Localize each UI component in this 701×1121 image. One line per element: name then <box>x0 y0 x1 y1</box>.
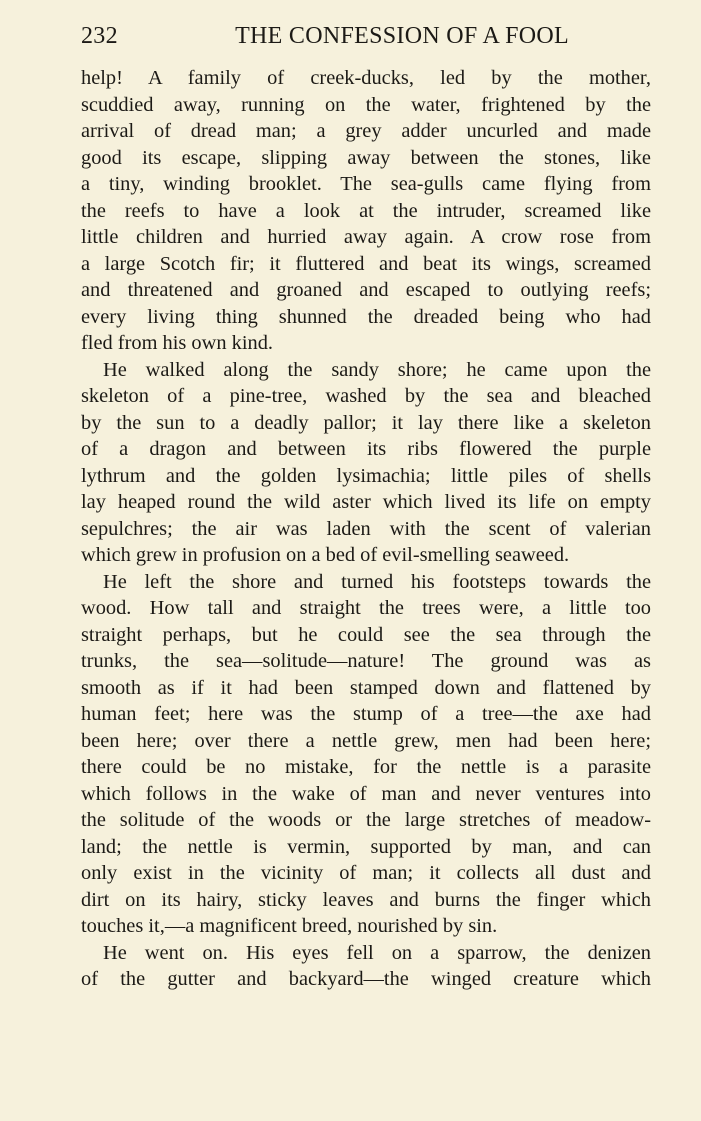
text-line: touches it,—a magnificent breed, nourished by sin. <box>81 915 498 937</box>
text-line: smooth as if it had been stamped down and flattened by <box>81 676 651 699</box>
text-line: fled from his own kind. <box>81 332 273 354</box>
text-line: straight perhaps, but he could see the sea through the <box>81 623 651 646</box>
text-line: there could be no mistake, for the nettle is a parasite <box>81 756 651 778</box>
text-line: of a dragon and between its ribs flowered the purple <box>81 438 651 460</box>
paragraph-first-line: He left the shore and turned his footsteps towards the <box>103 570 651 593</box>
paragraph-first-line: He walked along the sandy shore; he came upon the <box>103 358 651 381</box>
text-line: sepulchres; the air was laden with the scent of valerian <box>81 517 651 540</box>
text-line: by the sun to a deadly pallor; it lay there like a skeleton <box>81 411 651 434</box>
text-line: lay heaped round the wild aster which lived its life on empty <box>81 491 651 513</box>
text-line: wood. How tall and straight the trees were, a little too <box>81 597 651 619</box>
text-line: and threatened and groaned and escaped to outlying reefs; <box>81 279 651 301</box>
text-line: skeleton of a pine-tree, washed by the sea and bleached <box>81 385 651 407</box>
page-number: 232 <box>81 23 118 49</box>
body-text <box>81 65 651 993</box>
text-line: the solitude of the woods or the large stretches of meadow- <box>81 809 651 831</box>
paragraph-first-line: He went on. His eyes fell on a sparrow, the denizen <box>103 941 651 964</box>
text-line: the reefs to have a look at the intruder, screamed like <box>81 199 651 222</box>
book-title: THE CONFESSION OF A FOOL <box>235 23 569 49</box>
text-line: lythrum and the golden lysimachia; little piles of shells <box>81 464 651 487</box>
text-line: land; the nettle is vermin, supported by man, and can <box>81 835 651 858</box>
running-head <box>81 20 569 52</box>
text-line: every living thing shunned the dreaded being who had <box>81 305 651 328</box>
text-line: dirt on its hairy, sticky leaves and burns the finger which <box>81 888 651 911</box>
text-line: scuddied away, running on the water, frightened by the <box>81 93 651 116</box>
text-line: little children and hurried away again. A crow rose from <box>81 226 651 248</box>
text-line: trunks, the sea—solitude—nature! The ground was as <box>81 650 651 672</box>
text-line: only exist in the vicinity of man; it collects all dust and <box>81 862 651 884</box>
text-line: of the gutter and backyard—the winged creature which <box>81 968 651 990</box>
text-line: which grew in profusion on a bed of evil-smelling seaweed. <box>81 544 570 566</box>
text-line: human feet; here was the stump of a tree—the axe had <box>81 703 651 725</box>
text-line: been here; over there a nettle grew, men had been here; <box>81 729 651 752</box>
text-line: a large Scotch fir; it fluttered and beat its wings, screamed <box>81 252 651 275</box>
text-line: which follows in the wake of man and never ventures into <box>81 782 651 805</box>
text-line: arrival of dread man; a grey adder uncurled and made <box>81 120 651 142</box>
text-line: help! A family of creek-ducks, led by the mother, <box>81 67 651 89</box>
text-line: good its escape, slipping away between the stones, like <box>81 146 651 169</box>
text-line: a tiny, winding brooklet. The sea-gulls came flying from <box>81 173 651 195</box>
